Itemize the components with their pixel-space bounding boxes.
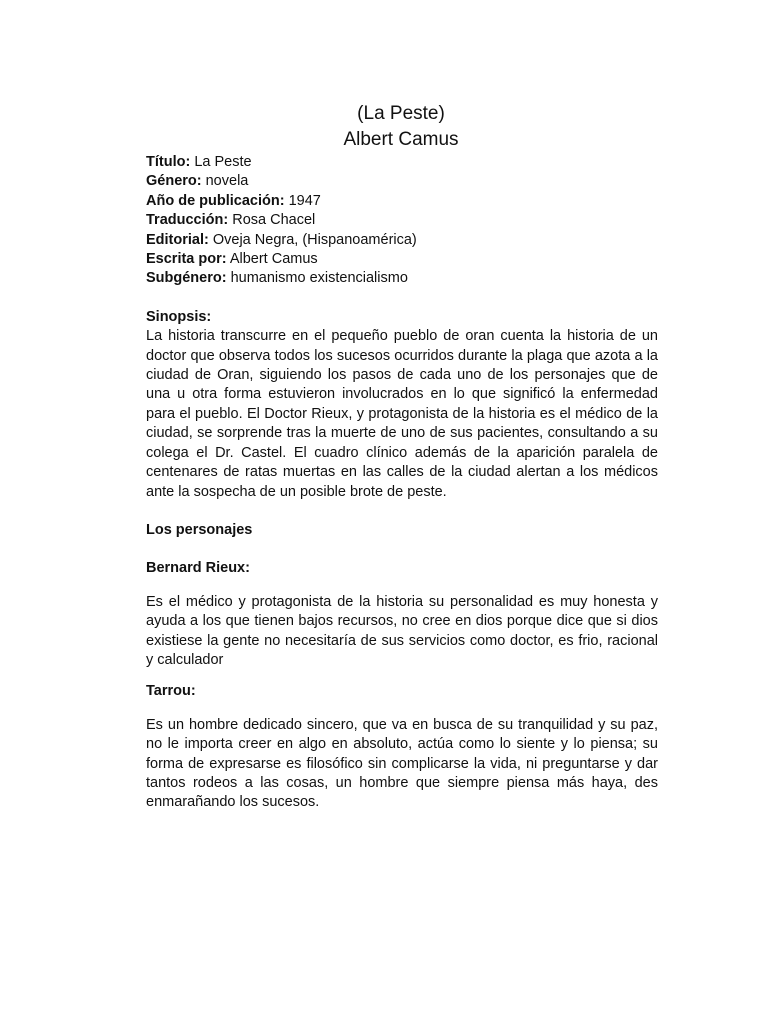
field-label: Género: [146, 173, 202, 190]
synopsis-heading: Sinopsis: [146, 308, 212, 325]
character-description: Es un hombre dedicado sincero, que va en busca de su tranquilidad y su paz, no le importa creer en algo en absoluto, actúa como lo siente y lo piensa; su forma de expresarse es filosófico sin complicarse la vida, ni preguntarse y dar tantos rodeos a las cosas, un hombre que siempre piensa más haya, des enmarañando los sucesos. [146, 716, 658, 811]
field-label: Editorial: [146, 231, 209, 248]
field-value: Oveja Negra, (Hispanoamérica) [208, 231, 417, 248]
document-author: Albert Camus [343, 129, 459, 150]
field-label: Traducción: [146, 212, 229, 229]
field-label: Título: [146, 154, 191, 170]
document-title: (La Peste) [357, 103, 445, 124]
field-genre [146, 172, 658, 191]
metadata-list [146, 153, 658, 289]
field-value: novela [201, 173, 249, 190]
field-label: Año de publicación: [146, 192, 285, 209]
document-body [146, 153, 658, 813]
synopsis-text: La historia transcurre en el pequeño pueblo de oran cuenta la historia de un doctor que observa todos los sucesos ocurridos durante la plaga que azota a la ciudad de Oran, siguiendo los pasos de cada uno de los personajes que de una u otra forma estuvieron involucrados en lo que significó la enfermedad para el pueblo. El Doctor Rieux, y protagonista de la historia es el médico de la ciudad, se sorprende tras la muerte de uno de sus pacientes, consultando a su colega el Dr. Castel. El cuadro clínico además de la aparición paralela de centenares de ratas muertas en las calles de la ciudad alertan a los médicos ante la sospecha de un posible brote de peste. [146, 328, 658, 500]
field-label: Escrita por: [146, 251, 227, 268]
field-subgenre [146, 269, 658, 288]
characters-heading: Los personajes [146, 521, 253, 538]
field-value: La Peste [190, 154, 252, 170]
title-block [0, 101, 768, 153]
field-value: Rosa Chacel [228, 212, 316, 229]
character-name: Tarrou: [146, 683, 196, 700]
field-value: 1947 [284, 192, 321, 209]
field-publisher [146, 231, 658, 250]
field-translation [146, 211, 658, 230]
character-description: Es el médico y protagonista de la historia su personalidad es muy honesta y ayuda a los que tienen bajos recursos, no cree en dios porque dice que si dios existiese la gente no necesitaría de sus servicios como doctor, es frio, racional y calculador [146, 593, 658, 668]
character-name: Bernard Rieux: [146, 560, 250, 577]
field-label: Subgénero: [146, 270, 227, 287]
field-value: humanismo existencialismo [226, 270, 408, 287]
field-publication-year [146, 192, 658, 211]
field-title [146, 153, 658, 172]
field-value: Albert Camus [226, 251, 318, 268]
field-written-by [146, 250, 658, 269]
